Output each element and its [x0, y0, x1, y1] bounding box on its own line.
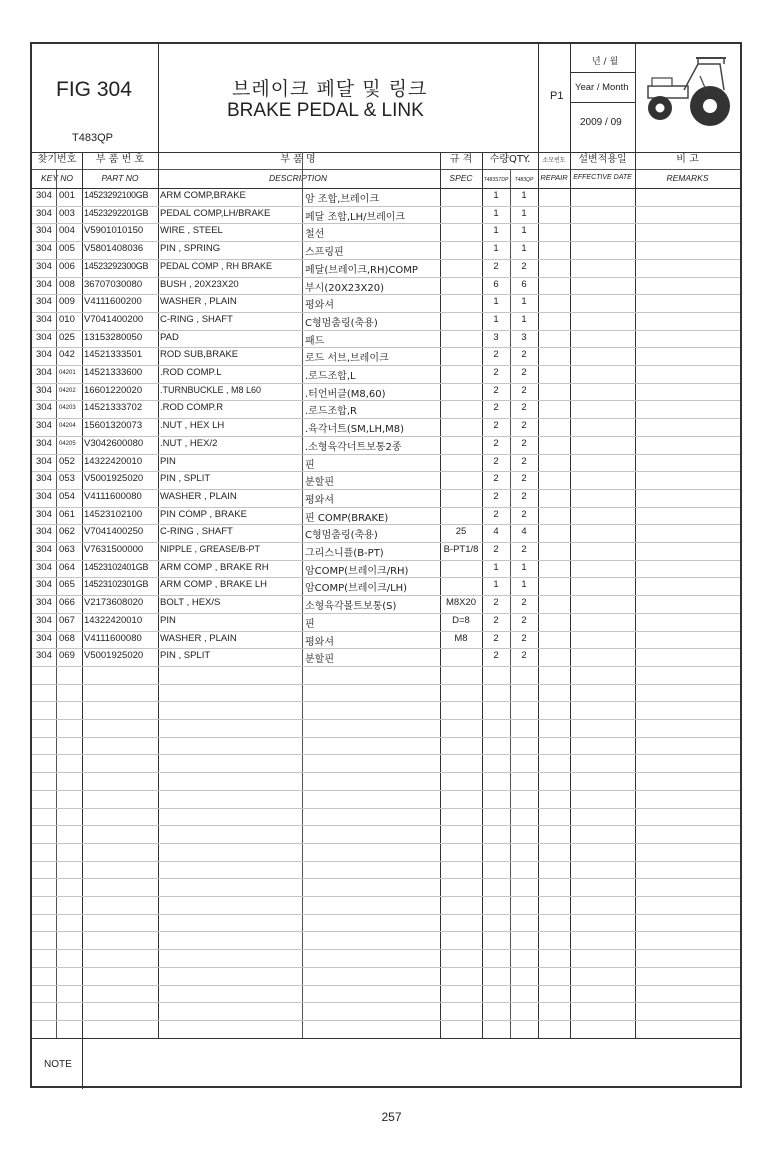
table-row	[32, 489, 740, 507]
table-row	[32, 560, 740, 578]
row-desc-ko: .로드조합,L	[305, 371, 356, 382]
table-row	[32, 400, 740, 418]
table-row	[32, 223, 740, 241]
row-desc-ko: 페달(브레이크,RH)COMP	[305, 264, 418, 276]
header-spec-en: SPEC	[449, 173, 473, 183]
row-qty-a: 2	[493, 614, 499, 626]
row-key: 003	[59, 207, 75, 219]
note-label: NOTE	[44, 1059, 72, 1070]
row-key: 04205	[59, 440, 76, 447]
row-key: 004	[59, 225, 75, 237]
row-part-no: 14523292201GB	[84, 207, 149, 218]
row-fig: 304	[36, 367, 52, 378]
row-qty-b: 2	[521, 437, 527, 449]
row-desc-en: WASHER , PLAIN	[160, 296, 237, 308]
row-desc-ko: 평와셔	[305, 636, 334, 648]
row-desc-en: ARM COMP,BRAKE	[160, 190, 246, 201]
row-desc-en: ARM COMP , BRAKE LH	[160, 579, 267, 591]
row-fig: 304	[36, 420, 52, 432]
row-desc-en: PIN COMP , BRAKE	[160, 508, 247, 520]
row-desc-en: .NUT , HEX LH	[160, 420, 225, 432]
row-key: 042	[59, 349, 75, 361]
table-row	[32, 595, 740, 613]
row-key: 001	[59, 190, 75, 201]
row-qty-a: 2	[493, 384, 499, 396]
row-desc-ko: .터언버클(M8,60)	[305, 388, 386, 400]
row-key: 04201	[59, 370, 76, 376]
title-korean: 브레이크 페달 및 링크	[232, 78, 428, 100]
table-row	[32, 347, 740, 365]
row-fig: 304	[36, 508, 52, 520]
row-qty-b: 2	[521, 367, 527, 378]
row-desc-en: .ROD COMP.R	[160, 402, 224, 414]
row-qty-b: 2	[521, 384, 527, 396]
row-key: 010	[59, 313, 75, 325]
row-fig: 304	[36, 561, 52, 573]
row-part-no: 36707030080	[84, 278, 143, 290]
row-key: 066	[59, 597, 75, 609]
header-spec-ko: 규 격	[449, 154, 473, 165]
year-month-label-ko: 년 / 월	[592, 57, 619, 67]
row-key: 062	[59, 526, 75, 538]
row-desc-en: WASHER , PLAIN	[160, 632, 237, 644]
row-fig: 304	[36, 349, 52, 361]
table-row	[32, 294, 740, 312]
row-qty-a: 2	[493, 544, 499, 555]
row-desc-en: PIN	[160, 455, 176, 467]
row-desc-ko: 스프링핀	[305, 247, 344, 259]
table-row	[32, 206, 740, 224]
year-month-value: 2009 / 09	[580, 117, 622, 128]
header-key-en: KEY NO	[41, 173, 73, 183]
table-row	[32, 613, 740, 631]
row-qty-a: 2	[493, 349, 499, 361]
row-qty-b: 1	[521, 579, 527, 591]
row-part-no: 14521333702	[84, 402, 143, 414]
row-fig: 304	[36, 225, 52, 237]
table-row	[32, 471, 740, 489]
row-qty-b: 1	[521, 207, 527, 219]
row-qty-b: 1	[521, 296, 527, 308]
row-fig: 304	[36, 260, 52, 272]
row-fig: 304	[36, 207, 52, 219]
table-row	[32, 383, 740, 401]
header-part-ko: 부 품 번 호	[95, 154, 145, 165]
table-row	[32, 312, 740, 330]
header-repair-en: REPAIR	[540, 173, 568, 182]
table-row	[32, 648, 740, 666]
row-fig: 304	[36, 473, 52, 485]
row-part-no: 14322420010	[84, 614, 143, 626]
row-qty-b: 2	[521, 544, 527, 555]
tractor-icon	[638, 50, 736, 130]
row-fig: 304	[36, 313, 52, 325]
row-qty-b: 6	[521, 278, 527, 290]
row-desc-en: PAD	[160, 331, 179, 343]
header-qty-ko: 수량QTY.	[489, 154, 531, 165]
row-key: 04204	[59, 423, 76, 430]
row-qty-a: 2	[493, 367, 499, 378]
row-desc-ko: 부시(20X23X20)	[305, 282, 384, 294]
row-part-no: V5901010150	[84, 225, 144, 237]
row-fig: 304	[36, 402, 52, 414]
row-qty-b: 1	[521, 243, 527, 255]
row-desc-en: .ROD COMP.L	[160, 367, 222, 378]
row-spec: M8	[454, 632, 468, 644]
row-desc-ko: 암COMP(브레이크/LH)	[305, 583, 408, 595]
row-desc-ko: 분할핀	[305, 654, 334, 666]
row-key: 064	[59, 561, 75, 573]
row-spec: M8X20	[445, 597, 477, 609]
header-desc-ko: 부 품 명	[280, 154, 316, 165]
row-qty-b: 2	[521, 650, 527, 662]
row-part-no: V3042600080	[84, 437, 144, 449]
model-code: T483QP	[72, 132, 113, 144]
row-desc-en: C-RING , SHAFT	[160, 526, 233, 538]
row-desc-ko: 핀	[305, 618, 315, 630]
row-qty-a: 3	[493, 331, 499, 343]
row-qty-b: 2	[521, 632, 527, 644]
row-fig: 304	[36, 331, 52, 343]
row-qty-b: 2	[521, 402, 527, 414]
row-part-no: V4111600080	[84, 632, 142, 644]
row-part-no: V7041400200	[84, 313, 144, 325]
sheet-header	[32, 44, 740, 153]
row-qty-b: 2	[521, 614, 527, 626]
header-qty-a: T483STDP	[483, 177, 509, 183]
row-qty-a: 2	[493, 437, 499, 449]
row-desc-en: PIN	[160, 614, 176, 626]
row-qty-b: 3	[521, 331, 527, 343]
row-desc-ko: 분할핀	[305, 477, 334, 489]
header-part-en: PART NO	[101, 173, 139, 183]
row-fig: 304	[36, 632, 52, 644]
row-desc-en: WASHER , PLAIN	[160, 490, 237, 502]
row-key: 009	[59, 296, 75, 308]
row-desc-en: PIN , SPLIT	[160, 650, 211, 662]
row-qty-a: 2	[493, 473, 499, 485]
header-repair-ko: 소모빈도	[542, 157, 566, 164]
table-row	[32, 241, 740, 259]
header-key-ko: 찾기번호	[37, 154, 77, 165]
row-desc-ko: 평와셔	[305, 300, 334, 312]
row-desc-en: C-RING , SHAFT	[160, 313, 233, 325]
row-desc-en: ARM COMP , BRAKE RH	[160, 561, 269, 573]
row-qty-b: 1	[521, 561, 527, 573]
row-desc-ko: 로드 서브,브레이크	[305, 353, 389, 365]
row-key: 067	[59, 614, 75, 626]
row-key: 006	[59, 260, 75, 272]
row-desc-ko: .육각너트(SM,LH,M8)	[305, 424, 405, 436]
row-qty-a: 1	[493, 579, 499, 591]
row-qty-b: 2	[521, 490, 527, 502]
row-qty-a: 2	[493, 260, 499, 272]
row-qty-b: 2	[521, 455, 527, 467]
row-fig: 304	[36, 296, 52, 308]
row-part-no: V7631500000	[84, 544, 144, 555]
row-qty-b: 2	[521, 260, 527, 272]
row-key: 054	[59, 490, 75, 502]
parts-list-sheet	[30, 42, 742, 1088]
row-qty-b: 2	[521, 473, 527, 485]
row-part-no: 14523292300GB	[84, 260, 149, 271]
row-key: 053	[59, 473, 75, 485]
row-part-no: V2173608020	[84, 597, 144, 609]
table-row	[32, 436, 740, 454]
title-english: BRAKE PEDAL & LINK	[227, 100, 424, 121]
row-key: 069	[59, 650, 75, 662]
row-fig: 304	[36, 384, 52, 396]
row-desc-en: .TURNBUCKLE , M8 L60	[160, 384, 262, 395]
row-qty-a: 2	[493, 402, 499, 414]
row-desc-ko: 그리스니플(B-PT)	[305, 548, 384, 559]
row-qty-a: 4	[493, 526, 499, 538]
row-part-no: 14523102100	[84, 508, 143, 520]
row-fig: 304	[36, 455, 52, 467]
row-part-no: V4111600200	[84, 296, 142, 308]
row-desc-ko: 평와셔	[305, 494, 334, 506]
row-key: 065	[59, 579, 75, 591]
table-row	[32, 188, 740, 206]
row-spec: 25	[455, 526, 467, 538]
row-part-no: V7041400250	[84, 526, 144, 538]
row-fig: 304	[36, 437, 52, 449]
row-key: 068	[59, 632, 75, 644]
row-fig: 304	[36, 579, 52, 591]
row-desc-ko: 핀	[305, 459, 315, 471]
row-qty-a: 2	[493, 650, 499, 662]
row-part-no: V5001925020	[84, 650, 144, 662]
row-key: 052	[59, 455, 75, 467]
header-eff-ko: 설변적용일	[578, 154, 627, 165]
row-desc-ko: .소형육각너트보통2종	[305, 441, 402, 453]
row-key: 063	[59, 544, 75, 555]
row-desc-en: .NUT , HEX/2	[160, 437, 218, 449]
row-fig: 304	[36, 526, 52, 538]
row-key: 04203	[59, 405, 76, 412]
row-desc-ko: 암 조합,브레이크	[305, 194, 379, 205]
table-row	[32, 259, 740, 277]
row-fig: 304	[36, 597, 52, 609]
row-part-no: V5001925020	[84, 473, 144, 485]
row-key: 025	[59, 331, 75, 343]
row-qty-b: 2	[521, 508, 527, 520]
page-code: P1	[550, 90, 564, 102]
table-row	[32, 542, 740, 560]
row-qty-a: 1	[493, 207, 499, 219]
row-desc-en: BUSH , 20X23X20	[160, 278, 239, 290]
row-qty-a: 1	[493, 296, 499, 308]
row-qty-b: 4	[521, 526, 527, 538]
row-part-no: V5801408036	[84, 243, 144, 255]
row-desc-ko: C형멈춤링(축용)	[305, 530, 378, 542]
row-desc-ko: 철선	[305, 229, 325, 241]
row-qty-b: 2	[521, 597, 527, 609]
row-qty-b: 2	[521, 349, 527, 361]
row-qty-b: 1	[521, 313, 527, 325]
row-qty-a: 2	[493, 597, 499, 609]
row-part-no: 16601220020	[84, 384, 143, 396]
row-fig: 304	[36, 614, 52, 626]
row-qty-a: 1	[493, 190, 499, 201]
row-desc-en: NIPPLE , GREASE/B-PT	[160, 544, 261, 554]
row-desc-ko: .로드조합,R	[305, 406, 357, 418]
header-eff-en: EFFECTIVE DATE	[573, 174, 632, 181]
row-qty-a: 1	[493, 225, 499, 237]
row-qty-b: 1	[521, 190, 527, 201]
row-qty-a: 2	[493, 508, 499, 520]
row-qty-a: 6	[493, 278, 499, 290]
row-fig: 304	[36, 278, 52, 290]
row-desc-en: ROD SUB,BRAKE	[160, 349, 239, 361]
row-qty-a: 2	[493, 632, 499, 644]
table-row	[32, 524, 740, 542]
header-remarks-en: REMARKS	[666, 173, 709, 183]
row-qty-a: 1	[493, 561, 499, 573]
row-desc-ko: C형멈춤링(축용)	[305, 317, 378, 329]
header-qty-b: T483QP	[514, 177, 534, 183]
row-qty-b: 2	[521, 420, 527, 432]
table-row	[32, 365, 740, 383]
row-part-no: 14322420010	[84, 455, 143, 467]
header-desc-en: DESCRIPTION	[268, 173, 328, 183]
table-row	[32, 454, 740, 472]
row-desc-ko: 패드	[305, 335, 325, 347]
row-desc-ko: 핀 COMP(BRAKE)	[305, 512, 389, 524]
row-part-no: 13153280050	[84, 331, 143, 343]
row-qty-a: 2	[493, 490, 499, 502]
row-key: 008	[59, 278, 75, 290]
table-row	[32, 577, 740, 595]
row-desc-en: WIRE , STEEL	[160, 225, 223, 237]
column-headers	[32, 152, 740, 188]
row-part-no: 15601320073	[84, 420, 143, 432]
row-fig: 304	[36, 544, 52, 555]
row-part-no: 14523102401GB	[84, 561, 149, 572]
row-qty-b: 1	[521, 225, 527, 237]
table-row	[32, 330, 740, 348]
table-row	[32, 631, 740, 649]
row-spec: D=8	[452, 614, 470, 626]
row-part-no: 14521333600	[84, 367, 143, 378]
row-desc-ko: 암COMP(브레이크/RH)	[305, 565, 409, 577]
header-remarks-ko: 비 고	[676, 154, 699, 165]
table-row	[32, 507, 740, 525]
year-month-label-en: Year / Month	[575, 82, 629, 93]
page-number: 257	[381, 1110, 402, 1124]
table-row	[32, 418, 740, 436]
table-row	[32, 277, 740, 295]
row-fig: 304	[36, 490, 52, 502]
row-part-no: 14521333501	[84, 349, 143, 361]
row-qty-a: 1	[493, 313, 499, 325]
row-key: 04202	[59, 387, 76, 394]
row-qty-a: 2	[493, 420, 499, 432]
row-part-no: 14523102301GB	[84, 579, 149, 590]
row-desc-en: PIN , SPRING	[160, 243, 221, 255]
row-spec: B-PT1/8	[443, 544, 479, 555]
row-desc-ko: 페달 조합,LH/브레이크	[305, 211, 406, 223]
figure-number: FIG 304	[56, 78, 132, 101]
row-desc-en: PEDAL COMP , RH BRAKE	[160, 260, 273, 271]
note-area	[32, 1038, 740, 1089]
row-key: 061	[59, 508, 75, 520]
row-desc-en: BOLT , HEX/S	[160, 597, 221, 609]
row-qty-a: 1	[493, 243, 499, 255]
row-qty-a: 2	[493, 455, 499, 467]
row-desc-en: PIN , SPLIT	[160, 473, 211, 485]
row-desc-ko: 소형육각볼트보통(S)	[305, 601, 397, 613]
row-fig: 304	[36, 650, 52, 662]
row-part-no: 14523292100GB	[84, 190, 149, 200]
row-fig: 304	[36, 243, 52, 255]
row-part-no: V4111600080	[84, 490, 142, 502]
row-fig: 304	[36, 190, 52, 201]
row-key: 005	[59, 243, 75, 255]
row-desc-en: PEDAL COMP,LH/BRAKE	[160, 207, 271, 219]
